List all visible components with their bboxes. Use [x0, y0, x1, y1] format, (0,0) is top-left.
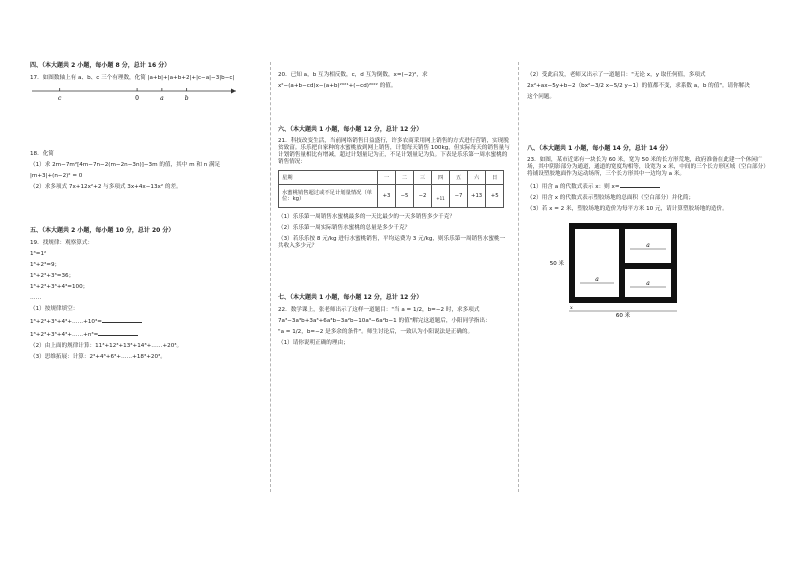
number-line	[30, 85, 240, 107]
column-divider-2	[518, 62, 519, 492]
question-17: 17．如图数轴上有 a、b、c 三个有理数，化简 |a+b|+|a+b+2|+|c−a|−3|b−c|	[30, 74, 235, 81]
question-22-part-2-end: 这个问题。	[527, 93, 555, 100]
section-4-title: 四、（本大题共 2 小题，每小题 8 分，总计 16 分）	[30, 62, 171, 69]
number-line-label-a: a	[160, 95, 164, 103]
q19-row-1: 1³=1²	[30, 250, 47, 257]
section-6-title: 六、（本大题共 1 小题，每小题 12 分，总计 12 分）	[278, 125, 423, 133]
number-line-arrow	[231, 89, 236, 94]
question-18-part-2: （2）求多项式 7x+12x²+2 与多项式 3x+4x−13x² 的差。	[30, 184, 182, 191]
table-row-label: 水蜜桃销售超过或不足计划量情况（单位：kg）	[279, 185, 378, 208]
table-header-cell: 一	[378, 171, 396, 185]
question-21-part-1: （1）乐乐第一周销售水蜜桃最多的一天比最少的一天多销售多少千克？	[278, 214, 455, 221]
q19-row-5: ……	[30, 294, 42, 301]
question-22-quote: "a = 1/2，b=−2 是多余的条件"。师生讨论后，一致认为小阳说法是正确的。	[278, 328, 474, 335]
plaza-diagram	[549, 219, 685, 320]
table-header-cell: 星期	[279, 171, 378, 185]
q19-1a-text: 1³+2³+3³+4³+……+10³=	[30, 318, 102, 325]
question-18-part-1: （1）求 2m−7m²[4m−7n−2(m−2n−3n)]−3m 的值，其中 m 和 n 满足	[30, 162, 221, 169]
question-19-part-1b	[30, 330, 262, 339]
question-21-part-3: （3）若乐乐按 8 元/kg 进行水蜜桃销售，平均运费为 3 元/kg，则乐乐第一周销售水蜜桃一共收入多少元？	[278, 236, 506, 250]
answer-blank[interactable]	[620, 182, 660, 188]
column-3	[527, 72, 767, 319]
label-60m: 60 米	[615, 313, 631, 320]
number-line-label-c: c	[57, 95, 62, 103]
question-19-part-1a	[30, 317, 262, 326]
number-line-label-b: b	[184, 95, 189, 103]
question-19: 19．找规律：观察算式：	[30, 239, 94, 246]
table-header-cell: 四	[432, 171, 450, 185]
table-row	[279, 185, 504, 208]
question-23-part-1	[527, 182, 767, 191]
table-header-row	[279, 171, 504, 185]
q19-row-3: 1³+2³+3³=36；	[30, 272, 75, 279]
label-50m: 50 米	[549, 261, 564, 268]
table-header-cell: 三	[414, 171, 432, 185]
question-19-part-2: （2）由上面的规律计算：11³+12³+13³+14³+……+20³。	[30, 342, 183, 349]
label-a-right: a	[646, 242, 650, 250]
column-2	[278, 72, 510, 351]
question-22-expression: 7a³−3a³b+3a³+6a³b−3a²b−10a³−6a²b−1 的值"解完这道题后，小阳同学指出：	[278, 317, 491, 324]
table-cell: +11	[432, 185, 450, 208]
table-header-cell: 日	[486, 171, 504, 185]
answer-blank[interactable]	[98, 330, 138, 336]
question-18-condition: |m+3|+(n−2)² = 0	[30, 173, 83, 180]
label-a-left: a	[595, 276, 599, 284]
column-divider-1	[270, 62, 271, 492]
question-22: 22．数学课上，张老师出示了这样一道题目："当 a = 1/2，b=−2 时，求多项式	[278, 306, 480, 313]
label-x: x	[570, 305, 573, 312]
question-19-part-3: （3）思维拓展：计算：2³+4³+6³+……+18³+20³。	[30, 353, 166, 360]
question-18-title: 18．化简	[30, 151, 54, 158]
question-20-expression: x²−(a+b−cd)x−(a+b)²⁰²¹+(−cd)²⁰²² 的值。	[278, 82, 397, 89]
q19-row-2: 1³+2³=9；	[30, 261, 61, 268]
q23-1-text: （1）用含 a 的代数式表示 x：则 x=	[527, 184, 620, 191]
section-5-title: 五、（本大题共 2 小题，每小题 10 分，总计 20 分）	[30, 227, 175, 235]
q19-1b-text: 1³+2³+3³+4³+……+n³=	[30, 331, 99, 338]
table-cell: −2	[414, 185, 432, 208]
question-21-part-2: （2）乐乐第一周实际销售水蜜桃的总量是多少千克？	[278, 225, 411, 232]
question-22-part-1: （1）请你说明正确的理由；	[278, 339, 349, 346]
table-cell: −7	[450, 185, 468, 208]
table-header-cell: 五	[450, 171, 468, 185]
question-22-part-2: （2）受此启发，老师又出示了一道题目："无论 x，y 取任何值，多项式	[527, 72, 706, 78]
section-8-title: 八、（本大题共 1 小题，每小题 14 分，总计 14 分）	[527, 144, 672, 152]
question-20: 20．已知 a，b 互为相反数，c，d 互为倒数，x=(−2)²，求	[278, 72, 428, 78]
area-left	[575, 229, 619, 297]
table-header-cell: 六	[468, 171, 486, 185]
question-22-part-2-expression: 2x²+ax−5y+b−2（bx²−3/2 x−5/2 y−1）的值都不变，求系数 a，b 的值"。请你解决	[527, 82, 750, 89]
answer-blank[interactable]	[102, 317, 142, 323]
table-header-cell: 二	[396, 171, 414, 185]
number-line-label-zero: 0	[135, 95, 140, 103]
table-cell: +3	[378, 185, 396, 208]
column-1	[30, 62, 262, 365]
label-a-bottom: a	[646, 280, 650, 288]
question-23-part-3: （3）若 x = 2 米，塑胶场地的造价为每平方米 10 元，请计算塑胶场地的造价。	[527, 206, 728, 213]
question-21: 21．科技改变生活，当前网络销售日益盛行，许多农商采用网上销售的方式进行营销，实现脱贫致富。乐乐把自家种的水蜜桃放到网上销售，计划每天销售 100kg，但实际每天的销售量与计划销售量相比有增减，超过计划量记为正，不足计划量记为负。下表是乐乐第一周水蜜桃的销售情况：	[278, 138, 510, 166]
table-cell: −5	[396, 185, 414, 208]
question-23: 23．如图，某市近郊有一块长为 60 米，宽为 50 米的长方形荒地，政府准备在此建一个休闲广场，其中阴影部分为通道，通道的宽度均相等，设宽为 x 米，中间的三个长方形区域（空白部分）将铺设塑胶地面作为运动场所，三个长方形其中一边均为 a 米。	[527, 157, 767, 178]
sales-table	[278, 170, 504, 208]
q19-row-4: 1³+2³+3³+4³=100；	[30, 283, 89, 290]
table-cell: +5	[486, 185, 504, 208]
section-7-title: 七、（本大题共 1 小题，每小题 12 分，总计 12 分）	[278, 294, 423, 302]
question-23-part-2: （2）用含 x 的代数式表示塑胶场地的总面积（空白部分）并化简；	[527, 195, 695, 202]
question-19-part-1: （1）按规律填空：	[30, 305, 79, 312]
table-cell: +13	[468, 185, 486, 208]
plaza-figure	[549, 219, 685, 320]
